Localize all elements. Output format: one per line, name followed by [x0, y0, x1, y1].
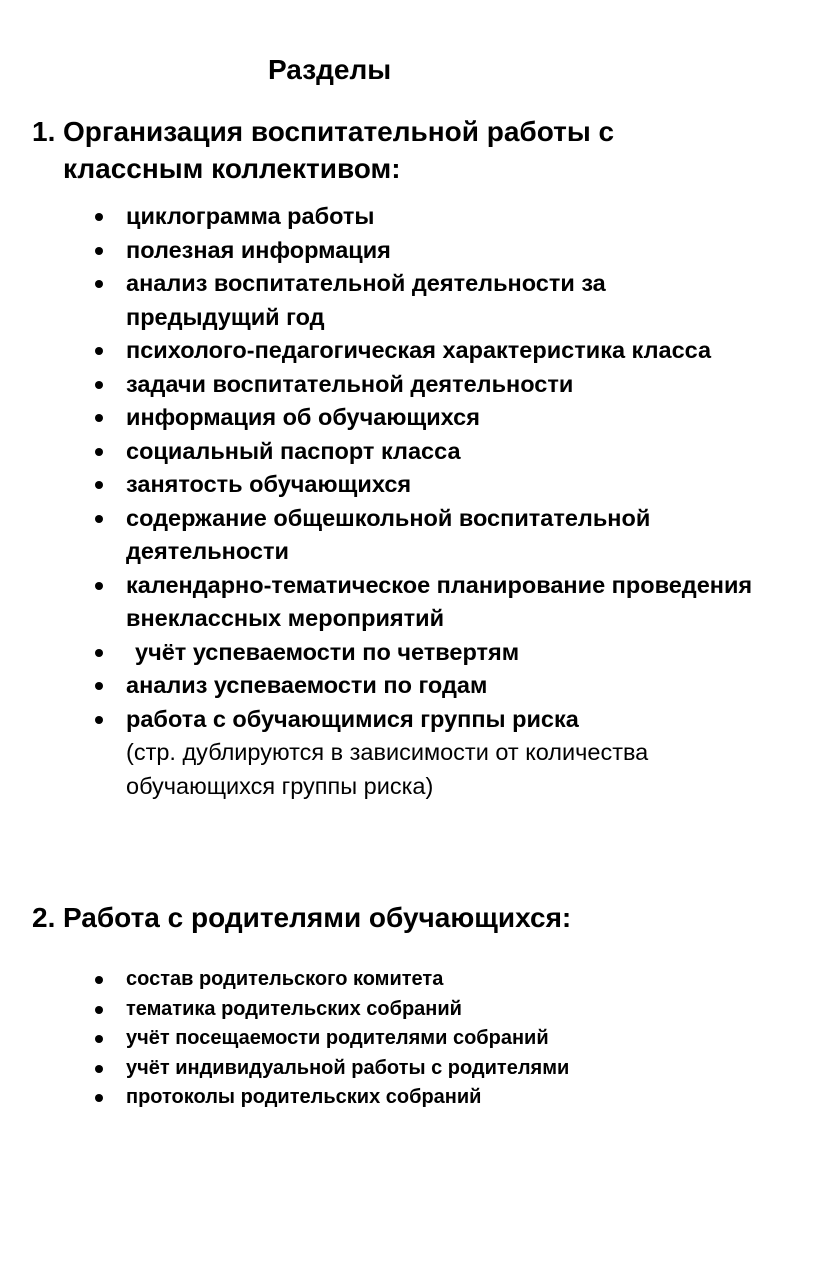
bullet-icon [95, 976, 103, 984]
list-item [0, 401, 762, 435]
list-item [0, 200, 762, 234]
list-item-text: тематика родительских собраний [126, 997, 462, 1020]
section-heading [0, 899, 703, 936]
page-title: Разделы [268, 54, 392, 85]
list-item [0, 703, 762, 804]
list-item [0, 234, 762, 268]
bullet-icon [95, 1094, 103, 1102]
list-item-text: анализ успеваемости по годам [126, 672, 488, 698]
list-item [0, 995, 762, 1025]
bullet-icon [95, 1035, 103, 1043]
bullet-icon [95, 481, 103, 489]
list-item [0, 569, 762, 636]
bullet-icon [95, 1006, 103, 1014]
bullet-icon [95, 414, 103, 422]
list-item-text: анализ воспитательной деятельности за предыдущий год [126, 270, 606, 330]
list-item [0, 435, 762, 469]
list-item [0, 1083, 762, 1113]
bullet-list [0, 965, 816, 1113]
list-item-text: информация об обучающихся [126, 404, 480, 430]
section-1 [0, 113, 816, 803]
section-title: Организация воспитательной работы с классным коллективом: [63, 116, 615, 184]
list-item-text: социальный паспорт класса [126, 437, 461, 464]
section-heading [0, 113, 703, 187]
list-item-text: полезная информация [126, 236, 391, 263]
bullet-icon [95, 682, 103, 690]
list-item-text: учёт успеваемости по четвертям [135, 638, 520, 665]
list-item-text: состав родительского комитета [126, 968, 444, 990]
bullet-icon [95, 649, 103, 657]
list-item [0, 1054, 762, 1084]
list-item [0, 502, 762, 569]
bullet-list [0, 200, 816, 803]
bullet-icon [95, 347, 103, 355]
list-item [0, 669, 762, 703]
section-2 [0, 899, 816, 1113]
bullet-icon [95, 582, 103, 590]
bullet-icon [95, 280, 103, 288]
list-item-text: психолого-педагогическая характеристика класса [126, 337, 712, 363]
list-item-text: циклограмма работы [126, 203, 375, 229]
bullet-icon [95, 448, 103, 456]
bullet-icon [95, 515, 103, 523]
list-item [0, 636, 762, 670]
bullet-icon [95, 213, 103, 221]
list-item-note: (стр. дублируются в зависимости от количества обучающихся группы риска) [126, 739, 649, 799]
list-item [0, 965, 762, 995]
list-item [0, 468, 762, 502]
section-number: 1. [32, 116, 56, 147]
section-title: Работа с родителями обучающихся: [63, 902, 572, 933]
list-item [0, 334, 762, 368]
list-item [0, 1024, 762, 1054]
list-item [0, 267, 762, 334]
list-item-text: учёт индивидуальной работы с родителями [126, 1056, 570, 1079]
list-item-text: работа с обучающимися группы риска [126, 705, 579, 732]
bullet-icon [95, 381, 103, 389]
list-item-text: протоколы родительских собраний [126, 1086, 482, 1108]
bullet-icon [95, 716, 103, 724]
section-number: 2. [32, 902, 56, 933]
list-item-text: учёт посещаемости родителями собраний [126, 1027, 549, 1049]
list-item-text: содержание общешкольной воспитательной деятельности [126, 504, 651, 564]
list-item [0, 368, 762, 402]
list-item-text: занятость обучающихся [126, 471, 412, 497]
bullet-icon [95, 247, 103, 255]
list-item-text: задачи воспитательной деятельности [126, 370, 574, 397]
list-item-text: календарно-тематическое планирование проведения внеклассных мероприятий [126, 571, 753, 631]
bullet-icon [95, 1065, 103, 1073]
